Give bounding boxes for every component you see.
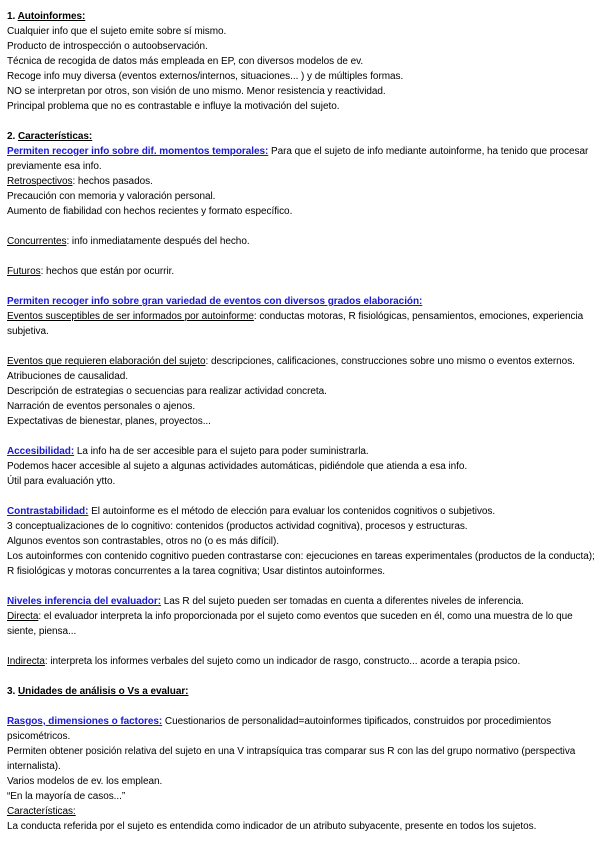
events-2-paragraph: Eventos que requieren elaboración del sujeto: descripciones, calificaciones, construcciones sobre uno mismo o eventos externos. bbox=[7, 356, 575, 367]
events-2-detail: Atribuciones de causalidad. bbox=[7, 371, 128, 382]
section-2-heading: 2. Características: bbox=[7, 131, 93, 142]
inference-line: Niveles inferencia del evaluador: Las R del sujeto pueden ser tomadas en cuenta a diferentes niveles de inferencia. bbox=[7, 596, 524, 607]
events-2-detail: Narración de eventos personales o ajenos. bbox=[7, 401, 196, 412]
retro-detail: Aumento de fiabilidad con hechos recientes y formato específico. bbox=[7, 206, 293, 217]
traits-detail: Varios modelos de ev. los emplean. bbox=[7, 776, 163, 787]
characteristics-label: Características: bbox=[7, 806, 76, 817]
s1-line: Recoge info muy diversa (eventos externos/internos, situaciones... ) y de múltiples formas. bbox=[7, 71, 404, 82]
accessibility-detail: Útil para evaluación ytto. bbox=[7, 476, 116, 487]
concurrent-line: Concurrentes: info inmediatamente después del hecho. bbox=[7, 236, 250, 247]
contrast-paragraph: Los autoinformes con contenido cognitivo pueden contrastarse con: ejecuciones en tareas experimentales (productos de la conducta); R fisiológicas y motoras concurrentes a la tarea cognitiva; Usar distintos autoinformes. bbox=[7, 551, 595, 577]
direct-paragraph: Directa: el evaluador interpreta la info proporcionada por el sujeto como eventos que suceden en él, como una muestra de lo que siente, piensa... bbox=[7, 611, 573, 637]
events-2-detail: Expectativas de bienestar, planes, proyectos... bbox=[7, 416, 211, 427]
events-1-paragraph: Eventos susceptibles de ser informados por autoinforme: conductas motoras, R fisiológicas, pensamientos, emociones, experiencia subjetiva. bbox=[7, 311, 584, 337]
indirect-line: Indirecta: interpreta los informes verbales del sujeto como un indicador de rasgo, constructo... acorde a terapia psico. bbox=[7, 656, 521, 667]
s1-line: Principal problema que no es contrastable e influye la motivación del sujeto. bbox=[7, 101, 340, 112]
contrast-detail: Algunos eventos son contrastables, otros no (o es más difícil). bbox=[7, 536, 279, 547]
traits-detail: “En la mayoría de casos...” bbox=[7, 791, 126, 802]
events-2-detail: Descripción de estrategias o secuencias para realizar actividad concreta. bbox=[7, 386, 327, 397]
variety-heading: Permiten recoger info sobre gran variedad de eventos con diversos grados elaboración: bbox=[7, 296, 423, 307]
section-1-heading: 1. Autoinformes: bbox=[7, 11, 86, 22]
temporal-heading: Permiten recoger info sobre dif. momentos temporales: bbox=[7, 146, 269, 157]
traits-paragraph: Rasgos, dimensiones o factores: Cuestionarios de personalidad=autoinformes tipificados, construidos por procedimientos psicométricos. bbox=[7, 716, 552, 742]
traits-position-paragraph: Permiten obtener posición relativa del sujeto en una V intrapsíquica tras comparar sus R con las del grupo normativo (perspectiva internalista). bbox=[7, 746, 576, 772]
retro-detail: Precaución con memoria y valoración personal. bbox=[7, 191, 216, 202]
retro-line: Retrospectivos: hechos pasados. bbox=[7, 176, 153, 187]
s1-line: Cualquier info que el sujeto emite sobre sí mismo. bbox=[7, 26, 227, 37]
contrast-line: Contrastabilidad: El autoinforme es el método de elección para evaluar los contenidos cognitivos o subjetivos. bbox=[7, 506, 496, 517]
s1-line: NO se interpretan por otros, son visión de uno mismo. Menor resistencia y reactividad. bbox=[7, 86, 386, 97]
accessibility-detail: Podemos hacer accesible al sujeto a algunas actividades automáticas, pidiéndole que atienda a esa info. bbox=[7, 461, 468, 472]
temporal-paragraph: Permiten recoger info sobre dif. momentos temporales: Para que el sujeto de info mediante autoinforme, ha tenido que procesar previamente esa info. bbox=[7, 146, 589, 172]
characteristics-paragraph: La conducta referida por el sujeto es entendida como indicador de un atributo subyacente, presente en todos los sujetos. bbox=[7, 821, 537, 832]
accessibility-line: Accesibilidad: La info ha de ser accesible para el sujeto para poder suministrarla. bbox=[7, 446, 369, 457]
future-line: Futuros: hechos que están por ocurrir. bbox=[7, 266, 175, 277]
contrast-detail: 3 conceptualizaciones de lo cognitivo: contenidos (productos actividad cognitiva), procesos y estructuras. bbox=[7, 521, 468, 532]
s1-line: Técnica de recogida de datos más empleada en EP, con diversos modelos de ev. bbox=[7, 56, 364, 67]
section-3-heading: 3. Unidades de análisis o Vs a evaluar: bbox=[7, 686, 189, 697]
s1-line: Producto de introspección o autoobservación. bbox=[7, 41, 208, 52]
